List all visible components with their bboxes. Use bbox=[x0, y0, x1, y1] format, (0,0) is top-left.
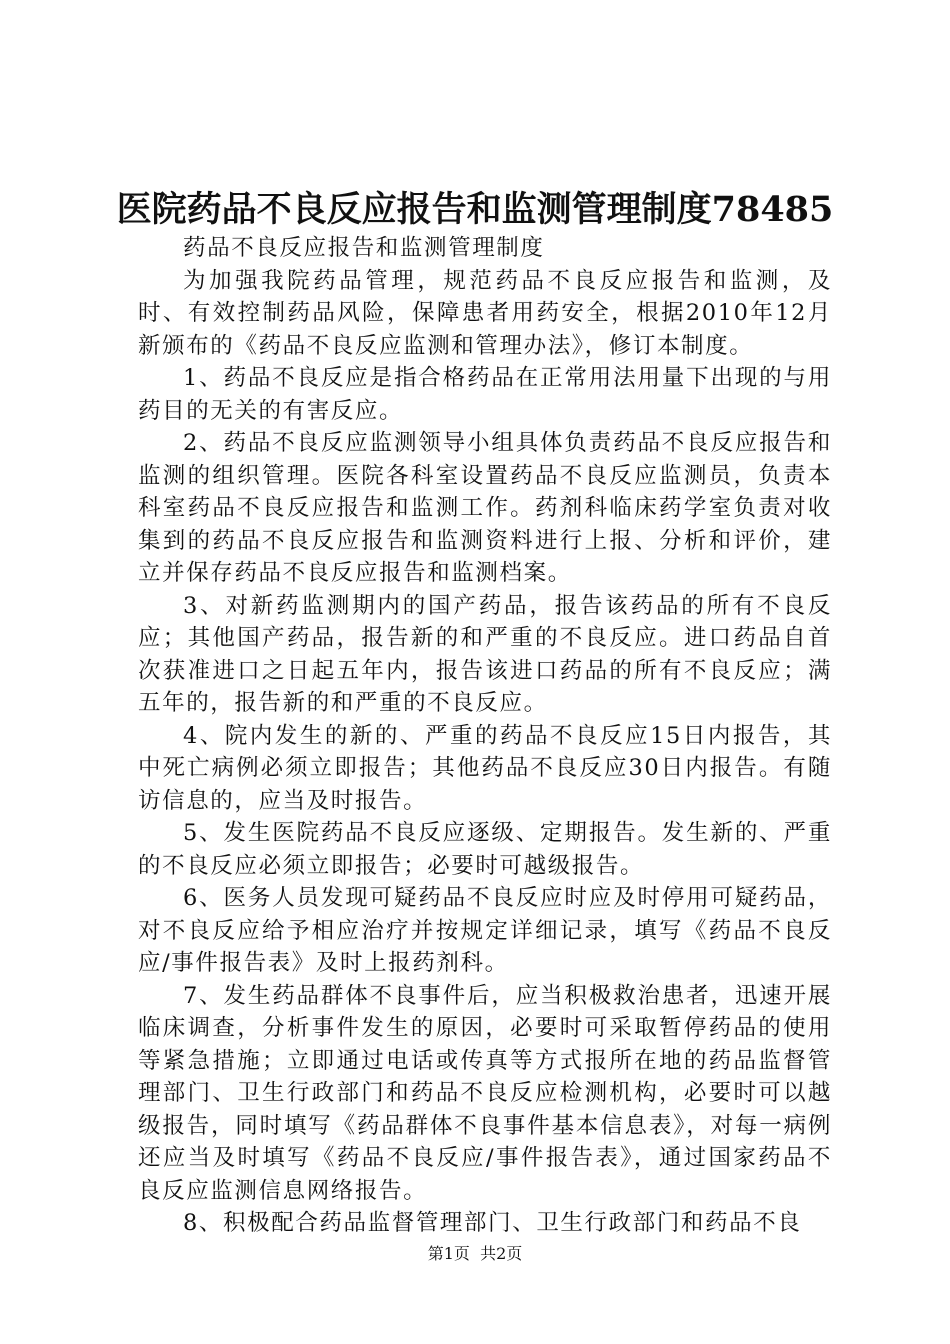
paragraph-2: 2、药品不良反应监测领导小组具体负责药品不良反应报告和监测的组织管理。医院各科室设置药品不良反应监测员，负责本科室药品不良反应报告和监测工作。药剂科临床药学室负责对收集到的药品不良反应报告和监测资料进行上报、分析和评价，建立并保存药品不良反应报告和监测档案。 bbox=[138, 430, 832, 586]
document-subtitle: 药品不良反应报告和监测管理制度 bbox=[183, 235, 545, 261]
paragraph-7: 7、发生药品群体不良事件后，应当积极救治患者，迅速开展临床调查，分析事件发生的原因，必要时可采取暂停药品的使用等紧急措施；立即通过电话或传真等方式报所在地的药品监督管理部门、卫生行政部门和药品不良反应检测机构，必要时可以越级报告，同时填写《药品群体不良事件基本信息表》，对每一病例还应当及时填写《药品不良反应/事件报告表》，通过国家药品不良反应监测信息网络报告。 bbox=[138, 982, 832, 1204]
page-footer: 第1页 共2页 bbox=[427, 1244, 523, 1263]
paragraph-5: 5、发生医院药品不良反应逐级、定期报告。发生新的、严重的不良反应必须立即报告；必要时可越级报告。 bbox=[138, 820, 832, 879]
document-body bbox=[138, 232, 832, 1240]
paragraph-4: 4、院内发生的新的、严重的药品不良反应15日内报告，其中死亡病例必须立即报告；其他药品不良反应30日内报告。有随访信息的，应当及时报告。 bbox=[138, 722, 832, 814]
paragraph-8: 8、积极配合药品监督管理部门、卫生行政部门和药品不良 bbox=[183, 1210, 802, 1236]
paragraph-6: 6、医务人员发现可疑药品不良反应时应及时停用可疑药品，对不良反应给予相应治疗并按规定详细记录，填写《药品不良反应/事件报告表》及时上报药剂科。 bbox=[138, 885, 832, 976]
paragraph-intro: 为加强我院药品管理，规范药品不良反应报告和监测，及时、有效控制药品风险，保障患者用药安全，根据2010年12月新颁布的《药品不良反应监测和管理办法》，修订本制度。 bbox=[138, 267, 832, 359]
document-title: 医院药品不良反应报告和监测管理制度78485 bbox=[116, 189, 834, 230]
paragraph-3: 3、对新药监测期内的国产药品，报告该药品的所有不良反应；其他国产药品，报告新的和严重的不良反应。进口药品自首次获准进口之日起五年内，报告该进口药品的所有不良反应；满五年的，报告新的和严重的不良反应。 bbox=[138, 592, 832, 716]
paragraph-1: 1、药品不良反应是指合格药品在正常用法用量下出现的与用药目的无关的有害反应。 bbox=[138, 365, 832, 424]
